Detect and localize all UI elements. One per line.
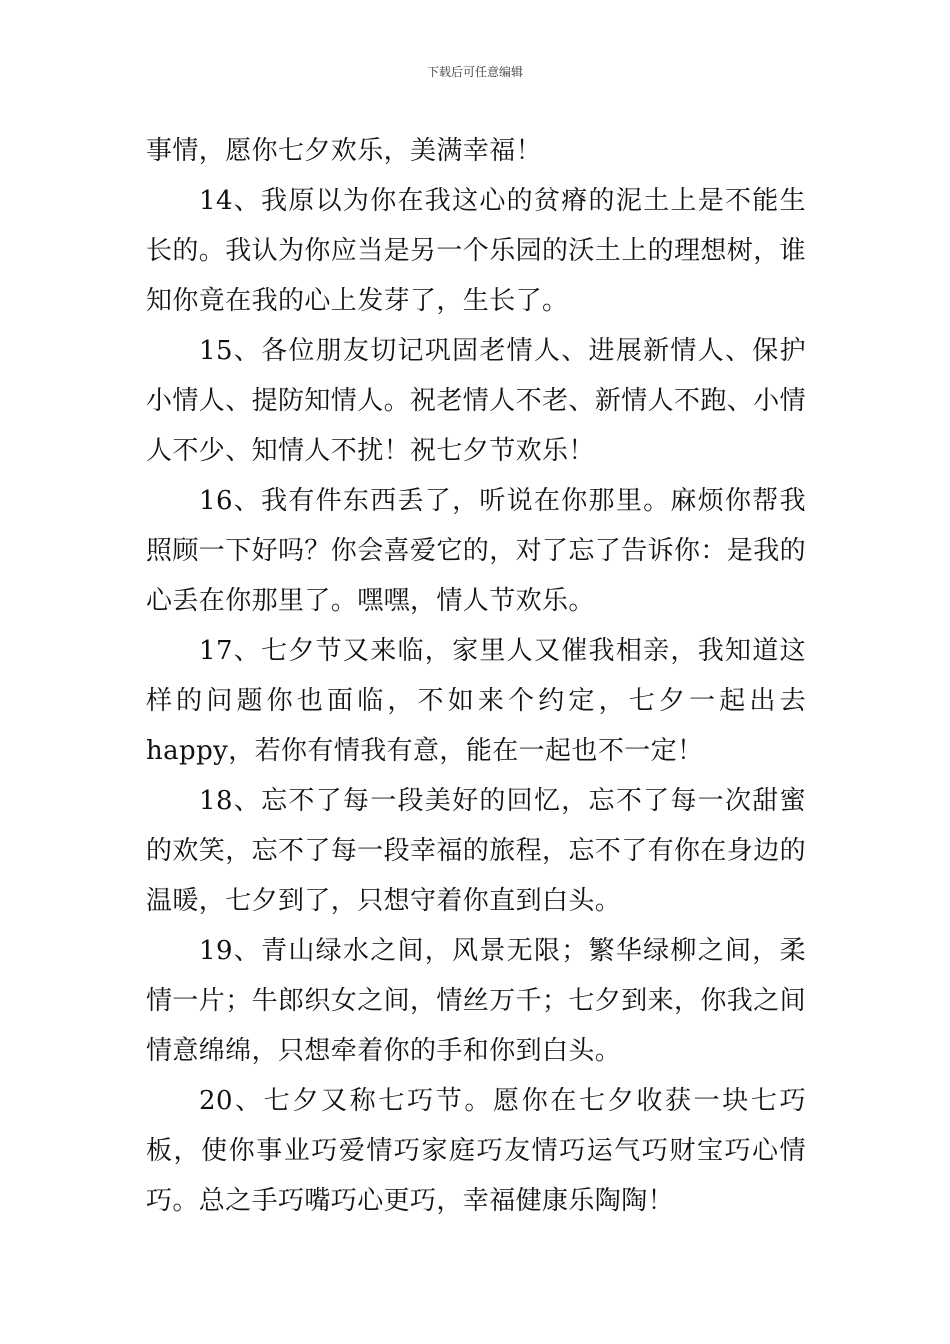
paragraph-18: 18、忘不了每一段美好的回忆，忘不了每一次甜蜜的欢笑，忘不了每一段幸福的旅程，忘不了有你在身边的温暖，七夕到了，只想守着你直到白头。 (146, 786, 807, 916)
paragraph-14: 14、我原以为你在我这心的贫瘠的泥土上是不能生长的。我认为你应当是另一个乐园的沃土上的理想树，谁知你竟在我的心上发芽了，生长了。 (146, 186, 807, 316)
paragraph-continuation: 事情，愿你七夕欢乐，美满幸福！ (146, 136, 543, 166)
paragraph-17: 17、七夕节又来临，家里人又催我相亲，我知道这样的问题你也面临，不如来个约定，七夕一起出去 happy，若你有情我有意，能在一起也不一定！ (146, 636, 806, 766)
paragraph-20: 20、七夕又称七巧节。愿你在七夕收获一块七巧板，使你事业巧爱情巧家庭巧友情巧运气巧财宝巧心情巧。总之手巧嘴巧心更巧，幸福健康乐陶陶！ (146, 1086, 806, 1216)
paragraph-15: 15、各位朋友切记巩固老情人、进展新情人、保护小情人、提防知情人。祝老情人不老、新情人不跑、小情人不少、知情人不扰！祝七夕节欢乐！ (146, 336, 807, 466)
document-body (146, 126, 806, 1226)
paragraph-19: 19、青山绿水之间，风景无限；繁华绿柳之间，柔情一片；牛郎织女之间，情丝万千；七夕到来，你我之间情意绵绵，只想牵着你的手和你到白头。 (146, 936, 807, 1066)
page-header: 下载后可任意编辑 (426, 65, 523, 79)
paragraph-16: 16、我有件东西丢了，听说在你那里。麻烦你帮我照顾一下好吗？你会喜爱它的，对了忘了告诉你：是我的心丢在你那里了。嘿嘿，情人节欢乐。 (146, 486, 807, 616)
